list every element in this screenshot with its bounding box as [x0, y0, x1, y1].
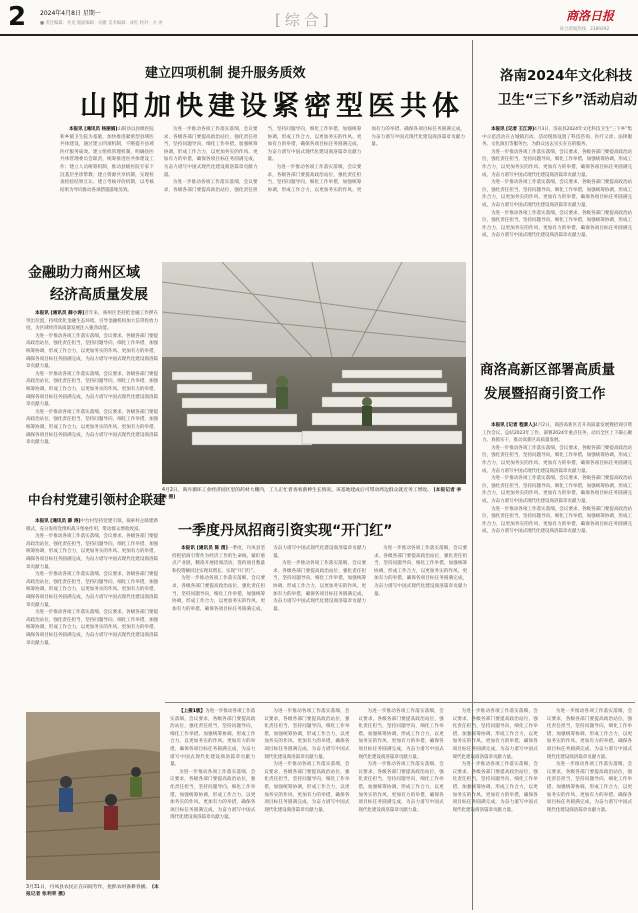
finance-headline-2: 经济高质量发展: [50, 287, 148, 303]
lead-kicker: 建立四项机制 提升服务质效: [145, 66, 306, 81]
bottom-columns: 【上接1版】为进一步推动各项工作落实落细，会议要求，各级各部门要提高政治站位，强化责任担当，坚持问题导向，细化工作举措，加强统筹协调，形成工作合力，以更加务实的作风、更加有力的举措，确保各项目标任务圆满完成，为奋力谱写中国式现代化建设商洛篇章贡献力量。 为进一步推动各项工作落实落细，会议要求，各级各部门要提高政治站位，强化责任担当，坚持问题导向，细化工作举措，加强统筹协调，形成工作合力，以更加务实的作风、更加有力的举措，确保各项目标任务圆满完成，为奋力谱写中国式现代化建设商洛篇章贡献力量。 为进一步推动各项工作落实落细，会议要求，各级各部门要提高政治站位，强化责任担当，坚持问题导向，细化工作举措，加强统筹协调，形成工作合力，以更加务实的作风、更加有力的举措，确保各项目标任务圆满完成，为奋力谱写中国式现代化建设商洛篇章贡献力量。 为进一步推动各项工作落实落细，会议要求，各级各部门要提高政治站位，强化责任担当，坚持问题导向，细化工作举措，加强统筹协调，形成工作合力，以更加务实的作风、更加有力的举措，确保各项目标任务圆满完成，为奋力谱写中国式现代化建设商洛篇章贡献力量。 为进一步推动各项工作落实落细，会议要求，各级各部门要提高政治站位，强化责任担当，坚持问题导向，细化工作举措，加强统筹协调，形成工作合力，以更加务实的作风、更加有力的举措，确保各项目标任务圆满完成，为奋力谱写中国式现代化建设商洛篇章贡献力量。 为进一步推动各项工作落实落细，会议要求，各级各部门要提高政治站位，强化责任担当，坚持问题导向，细化工作举措，加强统筹协调，形成工作合力，以更加务实的作风、更加有力的举措，确保各项目标任务圆满完成，为奋力谱写中国式现代化建设商洛篇章贡献力量。 为进一步推动各项工作落实落细，会议要求，各级各部门要提高政治站位，强化责任担当，坚持问题导向，细化工作举措，加强统筹协调，形成工作合力，以更加务实的作风、更加有力的举措，确保各项目标任务圆满完成，为奋力谱写中国式现代化建设商洛篇章贡献力量。 为进一步推动各项工作落实落细，会议要求，各级各部门要提高政治站位，强化责任担当，坚持问题导向，细化工作举措，加强统筹协调，形成工作合力，以更加务实的作风、更加有力的举措，确保各项目标任务圆满完成，为奋力谱写中国式现代化建设商洛篇章贡献力量。 为进一步推动各项工作落实落细，会议要求，各级各部门要提高政治站位，强化责任担当，坚持问题导向，细化工作举措，加强统筹协调，形成工作合力，以更加务实的作风、更加有力的举措，确保各项目标任务圆满完成，为奋力谱写中国式现代化建设商洛篇章贡献力量。 为进一步推动各项工作落实落细，会议要求，各级各部门要提高政治站位，强化责任担当，坚持问题导向，细化工作举措，加强统筹协调，形成工作合力，以更加务实的作风、更加有力的举措，确保各项目标任务圆满完成，为奋力谱写中国式现代化建设商洛篇章贡献力量。: [170, 709, 632, 821]
section-label: [综合]: [275, 11, 333, 29]
lead-body: 本报讯 [通讯员 杨丽娟]山阳县以县级医院和乡镇卫生院为基础，加快推进紧密型县域医共体建设，通过建立四项机制，不断提升县域医疗服务质效。建立组织管理机制，明确县医共体管理委员会职责，统筹推进医共体建设工作；建立人员统筹机制，推动县级医院专家下沉基层坐诊带教；建立资源共享机制，实现检查检验结果互认；建立考核评价机制，以考核结果为导向推动各项措施落地见效。 为进一步推动各项工作落实落细，会议要求，各级各部门要提高政治站位，强化责任担当，坚持问题导向，细化工作举措，加强统筹协调，形成工作合力，以更加务实的作风、更加有力的举措，确保各项目标任务圆满完成，为奋力谱写中国式现代化建设商洛篇章贡献力量。 为进一步推动各项工作落实落细，会议要求，各级各部门要提高政治站位，强化责任担当，坚持问题导向，细化工作举措，加强统筹协调，形成工作合力，以更加务实的作风、更加有力的举措，确保各项目标任务圆满完成，为奋力谱写中国式现代化建设商洛篇章贡献力量。 为进一步推动各项工作落实落细，会议要求，各级各部门要提高政治站位，强化责任担当，坚持问题导向，细化工作举措，加强统筹协调，形成工作合力，以更加务实的作风、更加有力的举措，确保各项目标任务圆满完成，为奋力谱写中国式现代化建设商洛篇章贡献力量。: [60, 127, 465, 193]
lead-story: [40, 62, 470, 257]
right-top-headline-1: 洛南2024年文化科技: [500, 68, 633, 84]
party-body: 本报讯 [通讯员 薛 涛]中台村坚持党建引领，探索村企联建新模式，充分发挥党组织战斗堡垒作用，带动群众增收致富。 为进一步推动各项工作落实落细，会议要求，各级各部门要提高政治站位，强化责任担当，坚持问题导向，细化工作举措，加强统筹协调，形成工作合力，以更加务实的作风、更加有力的举措，确保各项目标任务圆满完成，为奋力谱写中国式现代化建设商洛篇章贡献力量。 为进一步推动各项工作落实落细，会议要求，各级各部门要提高政治站位，强化责任担当，坚持问题导向，细化工作举措，加强统筹协调，形成工作合力，以更加务实的作风、更加有力的举措，确保各项目标任务圆满完成，为奋力谱写中国式现代化建设商洛篇章贡献力量。 为进一步推动各项工作落实落细，会议要求，各级各部门要提高政治站位，强化责任担当，坚持问题导向，细化工作举措，加强统筹协调，形成工作合力，以更加务实的作风、更加有力的举措，确保各项目标任务圆满完成，为奋力谱写中国式现代化建设商洛篇章贡献力量。: [26, 519, 158, 646]
masthead-rule: [0, 34, 638, 36]
farm-photo: [26, 712, 160, 880]
party-story: [0, 488, 166, 710]
date-line: 2024年4月8日 星期一: [40, 10, 101, 17]
finance-story: [0, 260, 160, 480]
center-photo-caption: 4月2日，商丹循环工业经济园区里的药材大棚内，工人正忙着查看菌棒生长情况。该基地建成后可带动周边群众就近务工增收。 (本报记者 李 俊 摄): [162, 488, 462, 501]
hotline: 综合新闻热线：2389292: [560, 27, 610, 32]
masthead: [0, 0, 638, 40]
greenhouse-photo-image: [162, 262, 466, 484]
greenhouse-photo: [162, 262, 466, 484]
editor-line: ■ 责任编辑：李龙 版面编辑：尚雅 美术编辑：成红 校对：方 涛: [40, 21, 163, 26]
right-top-headline-2: 卫生“三下乡”活动启动: [498, 92, 638, 108]
right-top-body: 本报讯 [记者 王江涛]4月3日，洛南县2024年文化科技卫生“三下乡”集中示范活动在古城镇启动。活动现场设置了科技咨询、医疗义诊、法律服务、文化演出等服务台，为群众送去实实在在的服务。 为进一步推动各项工作落实落细，会议要求，各级各部门要提高政治站位，强化责任担当，坚持问题导向，细化工作举措，加强统筹协调，形成工作合力，以更加务实的作风、更加有力的举措，确保各项目标任务圆满完成，为奋力谱写中国式现代化建设商洛篇章贡献力量。 为进一步推动各项工作落实落细，会议要求，各级各部门要提高政治站位，强化责任担当，坚持问题导向，细化工作举措，加强统筹协调，形成工作合力，以更加务实的作风、更加有力的举措，确保各项目标任务圆满完成，为奋力谱写中国式现代化建设商洛篇章贡献力量。 为进一步推动各项工作落实落细，会议要求，各级各部门要提高政治站位，强化责任担当，坚持问题导向，细化工作举措，加强统筹协调，形成工作合力，以更加务实的作风、更加有力的举措，确保各项目标任务圆满完成，为奋力谱写中国式现代化建设商洛篇章贡献力量。: [482, 127, 632, 239]
bottom-photo-caption: 3月31日，丹凤县农民正在田间劳作，抢抓农时备耕春播。 (本报记者 张利荣 摄): [26, 885, 159, 898]
paper-name: 商洛日报: [566, 9, 615, 23]
page-number: 2: [8, 2, 27, 32]
right-mid-story: [478, 358, 633, 678]
farm-photo-image: [26, 712, 160, 880]
center-body: 本报讯 [通讯员 陈 清]一季度，丹凤县坚持把招商引资作为经济工作的生命线，紧盯重点产业链，精准开展招商活动，签约项目数量和投资额同比实现双增长，实现“开门红”。 为进一步推动各项工作落实落细，会议要求，各级各部门要提高政治站位，强化责任担当，坚持问题导向，细化工作举措，加强统筹协调，形成工作合力，以更加务实的作风、更加有力的举措，确保各项目标任务圆满完成，为奋力谱写中国式现代化建设商洛篇章贡献力量。 为进一步推动各项工作落实落细，会议要求，各级各部门要提高政治站位，强化责任担当，坚持问题导向，细化工作举措，加强统筹协调，形成工作合力，以更加务实的作风、更加有力的举措，确保各项目标任务圆满完成，为奋力谱写中国式现代化建设商洛篇章贡献力量。 为进一步推动各项工作落实落细，会议要求，各级各部门要提高政治站位，强化责任担当，坚持问题导向，细化工作举措，加强统筹协调，形成工作合力，以更加务实的作风、更加有力的举措，确保各项目标任务圆满完成，为奋力谱写中国式现代化建设商洛篇章贡献力量。: [172, 546, 467, 612]
finance-headline-1: 金融助力商州区域: [28, 265, 140, 281]
lower-rule: [165, 702, 635, 703]
lead-headline: 山阳加快建设紧密型医共体: [80, 91, 464, 122]
party-headline: 中台村党建引领村企联建: [28, 492, 166, 507]
bottom-col-label: 【上接1版】: [179, 709, 206, 714]
finance-body: 本报讯 [通讯员 薛小涛]近年来，商州区坚持把金融工作摆在突出位置，持续优化金融生态环境，引导金融机构加大信贷投放力度，为区域经济高质量发展注入强劲动能。 为进一步推动各项工作落实落细，会议要求，各级各部门要提高政治站位，强化责任担当，坚持问题导向，细化工作举措，加强统筹协调，形成工作合力，以更加务实的作风、更加有力的举措，确保各项目标任务圆满完成，为奋力谱写中国式现代化建设商洛篇章贡献力量。 为进一步推动各项工作落实落细，会议要求，各级各部门要提高政治站位，强化责任担当，坚持问题导向，细化工作举措，加强统筹协调，形成工作合力，以更加务实的作风、更加有力的举措，确保各项目标任务圆满完成，为奋力谱写中国式现代化建设商洛篇章贡献力量。 为进一步推动各项工作落实落细，会议要求，各级各部门要提高政治站位，强化责任担当，坚持问题导向，细化工作举措，加强统筹协调，形成工作合力，以更加务实的作风、更加有力的举措，确保各项目标任务圆满完成，为奋力谱写中国式现代化建设商洛篇章贡献力量。: [26, 311, 158, 446]
right-mid-body: 本报讯 [记者 程景人]4月2日，商洛高新区召开高质量发展暨招商引资工作会议，总结2023年工作，部署2024年重点任务，动员全区上下凝心聚力、真抓实干，推动高新区高质量发展。 为进一步推动各项工作落实落细，会议要求，各级各部门要提高政治站位，强化责任担当，坚持问题导向，细化工作举措，加强统筹协调，形成工作合力，以更加务实的作风、更加有力的举措，确保各项目标任务圆满完成，为奋力谱写中国式现代化建设商洛篇章贡献力量。 为进一步推动各项工作落实落细，会议要求，各级各部门要提高政治站位，强化责任担当，坚持问题导向，细化工作举措，加强统筹协调，形成工作合力，以更加务实的作风、更加有力的举措，确保各项目标任务圆满完成，为奋力谱写中国式现代化建设商洛篇章贡献力量。 为进一步推动各项工作落实落细，会议要求，各级各部门要提高政治站位，强化责任担当，坚持问题导向，细化工作举措，加强统筹协调，形成工作合力，以更加务实的作风、更加有力的举措，确保各项目标任务圆满完成，为奋力谱写中国式现代化建设商洛篇章贡献力量。: [482, 423, 632, 535]
lead-byline: 本报讯 [通讯员 杨丽娟]: [69, 127, 118, 132]
right-top-story: [478, 64, 638, 324]
right-mid-headline-2: 发展暨招商引资工作: [484, 386, 606, 402]
right-mid-headline-1: 商洛高新区部署高质量: [480, 362, 615, 378]
center-headline: 一季度丹凤招商引资实现“开门红”: [178, 523, 393, 539]
